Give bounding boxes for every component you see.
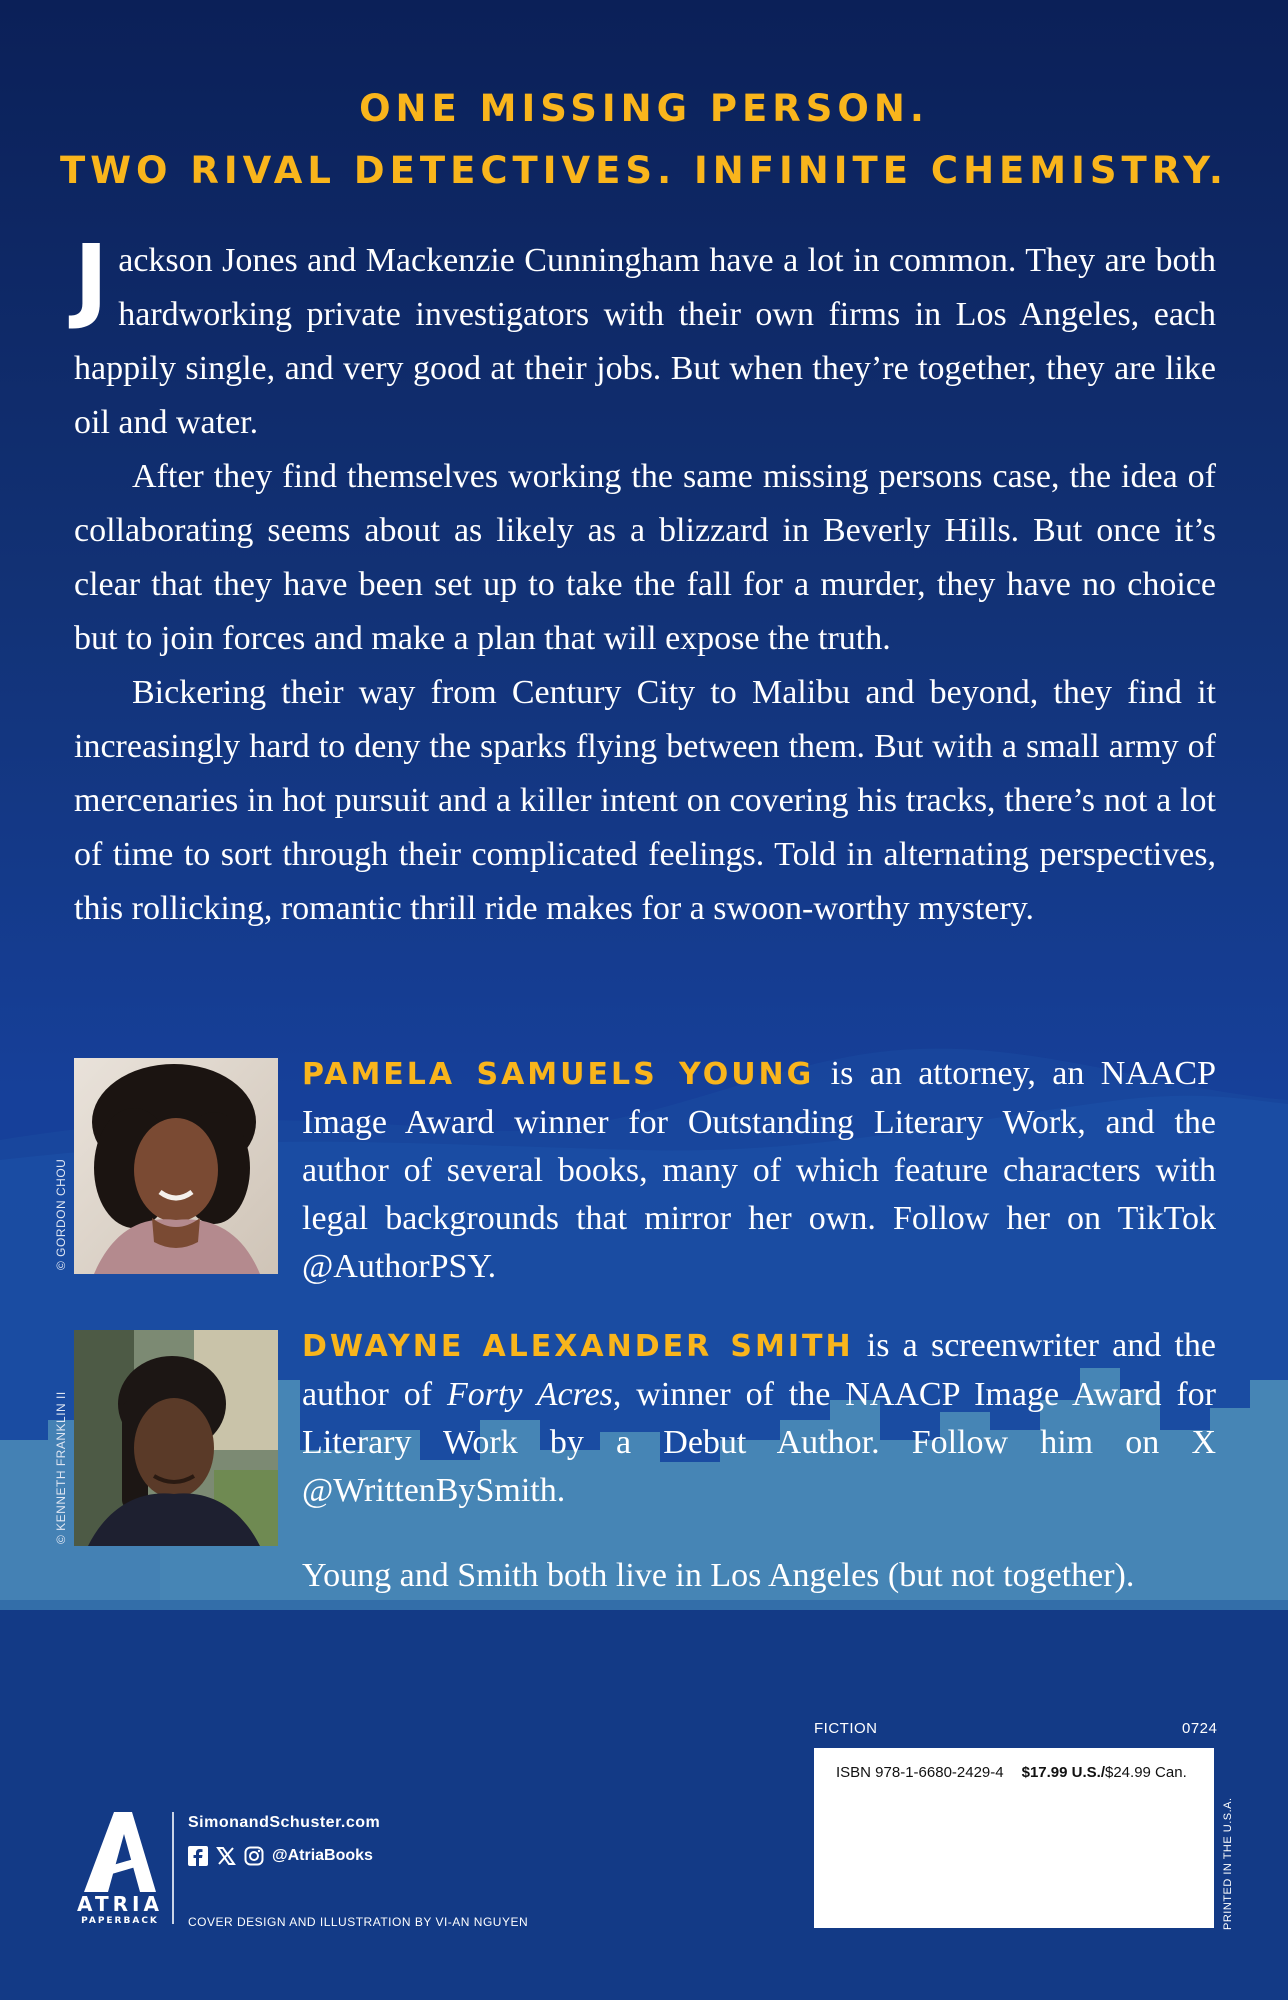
genre-label: FICTION [814, 1720, 878, 1737]
social-handle[interactable]: @AtriaBooks [272, 1847, 373, 1864]
publisher-website[interactable]: SimonandSchuster.com [188, 1814, 381, 1831]
logo-word: ATRIA [77, 1892, 163, 1916]
x-icon[interactable] [216, 1846, 236, 1866]
edition-code: 0724 [1182, 1720, 1218, 1737]
author-bio-smith-text-2: , winner of the NAACP Image Award for Literary Work by a Debut Author. Follow him on X @WrittenBySmith. [302, 1376, 1216, 1509]
synopsis-paragraph-3: Bickering their way from Century City to Malibu and beyond, they find it increasingly hard to deny the sparks flying between them. But with a small army of mercenaries in hot pursuit and a killer intent on covering his tracks, there’s not a lot of time to sort through their complicated feelings. Told in alternating perspectives, this rollicking, romantic thrill ride makes for a swoon-worthy mystery. [74, 674, 1216, 927]
author-name-young: PAMELA SAMUELS YOUNG [302, 1057, 815, 1092]
author-name-smith: DWAYNE ALEXANDER SMITH [302, 1329, 854, 1364]
author-photo-smith [74, 1330, 278, 1546]
instagram-icon[interactable] [244, 1846, 264, 1866]
barcode-box [814, 1748, 1214, 1928]
author-bio-smith-text-1: is a screenwriter and the author of [302, 1327, 1217, 1413]
isbn-price-row [836, 1764, 1187, 1781]
synopsis-paragraph-2: After they find themselves working the same missing persons case, the idea of collaborating seems about as likely as a blizzard in Beverly Hills. But once it’s clear that they have been set up to take the fall for a murder, they have no choice but to join forces and make a plan that will expose the truth. [74, 458, 1216, 657]
tagline [0, 78, 1288, 202]
price-canada: $24.99 Can. [1105, 1764, 1187, 1781]
printed-in-usa: PRINTED IN THE U.S.A. [1222, 1797, 1234, 1930]
isbn-number: ISBN 978-1-6680-2429-4 [836, 1764, 1004, 1781]
tagline-line-1: ONE MISSING PERSON. [359, 87, 929, 130]
synopsis-paragraph-1 [74, 225, 1216, 450]
cover-design-credit: COVER DESIGN AND ILLUSTRATION BY VI-AN NGUYEN [188, 1915, 529, 1929]
facebook-icon[interactable] [188, 1846, 208, 1866]
atria-logo [70, 1812, 170, 1932]
book-title-forty-acres: Forty Acres [446, 1376, 613, 1413]
author-bio-smith [302, 1322, 1216, 1515]
logo-subword: PAPERBACK [81, 1916, 159, 1926]
tagline-line-2: TWO RIVAL DETECTIVES. INFINITE CHEMISTRY. [60, 149, 1228, 192]
logo-divider [172, 1812, 174, 1924]
synopsis [74, 225, 1216, 936]
drop-cap: J [74, 225, 109, 332]
atria-a-icon [70, 1812, 170, 1892]
publisher-info [188, 1814, 380, 1866]
synopsis-paragraph-1-text: ackson Jones and Mackenzie Cunningham have a lot in common. They are both hardworking private investigators with their own firms in Los Angeles, each happily single, and very good at their jobs. But when they’re together, they are like oil and water. [74, 242, 1216, 441]
author-photo-young [74, 1058, 278, 1274]
photo-credit-smith: © KENNETH FRANKLIN II [54, 1391, 68, 1544]
photo-credit-young: © GORDON CHOU [54, 1158, 68, 1270]
author-bio-young [302, 1050, 1216, 1291]
closing-line: Young and Smith both live in Los Angeles (but not together). [302, 1557, 1135, 1594]
price-us: $17.99 U.S./ [1021, 1764, 1105, 1781]
social-row [188, 1846, 380, 1866]
author-bio-young-text: is an attorney, an NAACP Image Award winner for Outstanding Literary Work, and the author of several books, many of which feature characters with legal backgrounds that mirror her own. Follow her on TikTok @AuthorPSY. [302, 1055, 1217, 1285]
